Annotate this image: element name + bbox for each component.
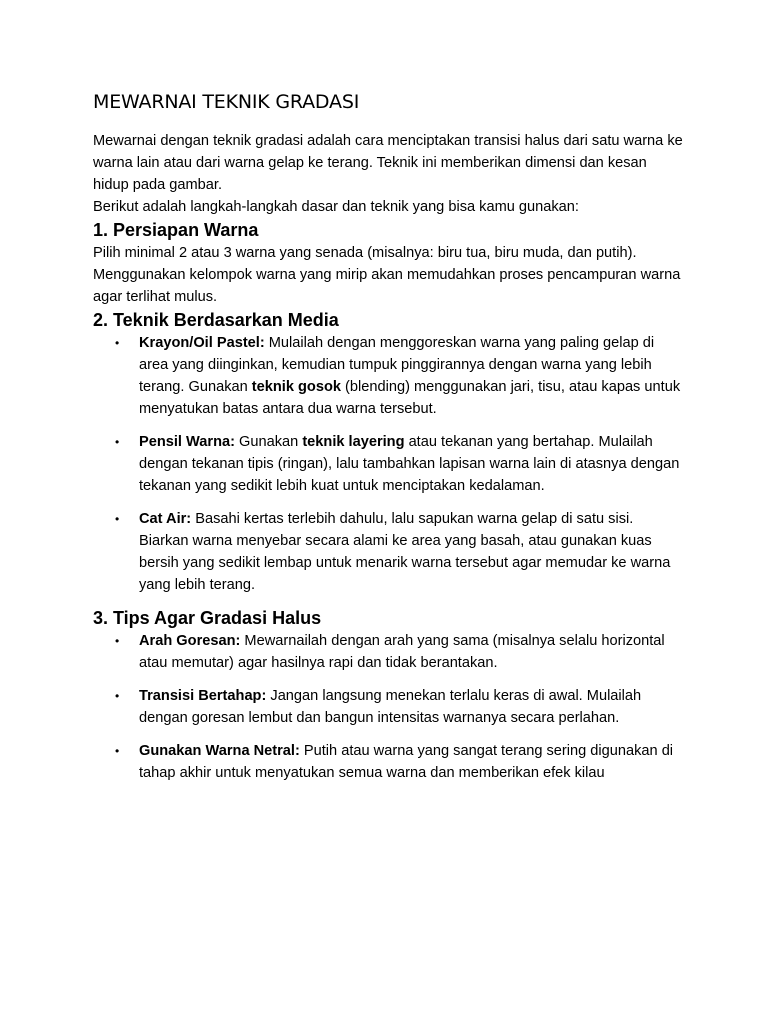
intro-paragraph: Mewarnai dengan teknik gradasi adalah cara menciptakan transisi halus dari satu warna ke warna lain atau dari warna gelap ke terang. Teknik ini memberikan dimensi dan kesan hidup pada gambar. <box>93 133 683 193</box>
bullet-icon: • <box>115 689 120 703</box>
list-item <box>115 685 683 729</box>
list-item <box>115 740 683 784</box>
list-item-emphasis: teknik gosok <box>251 379 341 395</box>
list-item-text: atau tekanan yang bertahap. Mulailah dengan tekanan tipis (ringan), lalu tambahkan lapisan warna lain di atasnya dengan tekanan yang sedikit lebih kuat untuk menciptakan kedalaman. <box>139 434 680 494</box>
bullet-icon: • <box>115 634 120 648</box>
list-item <box>115 630 683 674</box>
media-technique-list <box>93 332 683 596</box>
document-title: MEWARNAI TEKNIK GRADASI <box>93 91 360 113</box>
list-item-text: Jangan langsung menekan terlalu keras di awal. Mulailah dengan goresan lembut dan bangun intensitas warnanya secara perlahan. <box>139 688 642 726</box>
list-item-term: Pensil Warna: <box>139 434 235 450</box>
list-item-term: Transisi Bertahap: <box>139 688 267 704</box>
list-item <box>115 332 683 420</box>
list-item-term: Arah Goresan: <box>139 633 241 649</box>
bullet-icon: • <box>115 744 120 758</box>
intro-paragraph-2: Berikut adalah langkah-langkah dasar dan teknik yang bisa kamu gunakan: <box>93 199 579 215</box>
section-heading-1: 1. Persiapan Warna <box>93 220 259 240</box>
section-heading-2: 2. Teknik Berdasarkan Media <box>93 310 339 330</box>
list-item-term: Cat Air: <box>139 511 192 527</box>
document-page <box>93 88 683 784</box>
section-1-body: Pilih minimal 2 atau 3 warna yang senada (misalnya: biru tua, biru muda, dan putih). Menggunakan kelompok warna yang mirip akan memudahkan proses pencampuran warna agar terlihat mulus. <box>93 245 681 305</box>
list-item-text: Gunakan <box>234 434 303 450</box>
list-item-term: Krayon/Oil Pastel: <box>139 335 265 351</box>
bullet-icon: • <box>115 336 120 350</box>
list-item-text: Mewarnailah dengan arah yang sama (misalnya selalu horizontal atau memutar) agar hasilnya rapi dan tidak berantakan. <box>139 633 665 671</box>
tips-list <box>93 630 683 784</box>
list-item-emphasis: teknik layering <box>302 434 405 450</box>
bullet-icon: • <box>115 435 120 449</box>
list-item-text: Putih atau warna yang sangat terang sering digunakan di tahap akhir untuk menyatukan semua warna dan memberikan efek kilau <box>139 743 674 781</box>
list-item-text: Mulailah dengan menggoreskan warna yang paling gelap di area yang diinginkan, kemudian tumpuk pinggirannya dengan warna yang lebih terang. Gunakan <box>139 335 655 395</box>
bullet-icon: • <box>115 512 120 526</box>
list-item <box>115 508 683 596</box>
list-item-term: Gunakan Warna Netral: <box>139 743 300 759</box>
list-item-text: (blending) menggunakan jari, tisu, atau kapas untuk menyatukan batas antara dua warna tersebut. <box>139 379 681 417</box>
list-item-text: Basahi kertas terlebih dahulu, lalu sapukan warna gelap di satu sisi. Biarkan warna menyebar secara alami ke area yang basah, atau gunakan kuas bersih yang sedikit lembap untuk menarik warna tersebut agar memudar ke warna yang lebih terang. <box>139 511 671 593</box>
section-heading-3: 3. Tips Agar Gradasi Halus <box>93 608 322 628</box>
list-item <box>115 431 683 497</box>
